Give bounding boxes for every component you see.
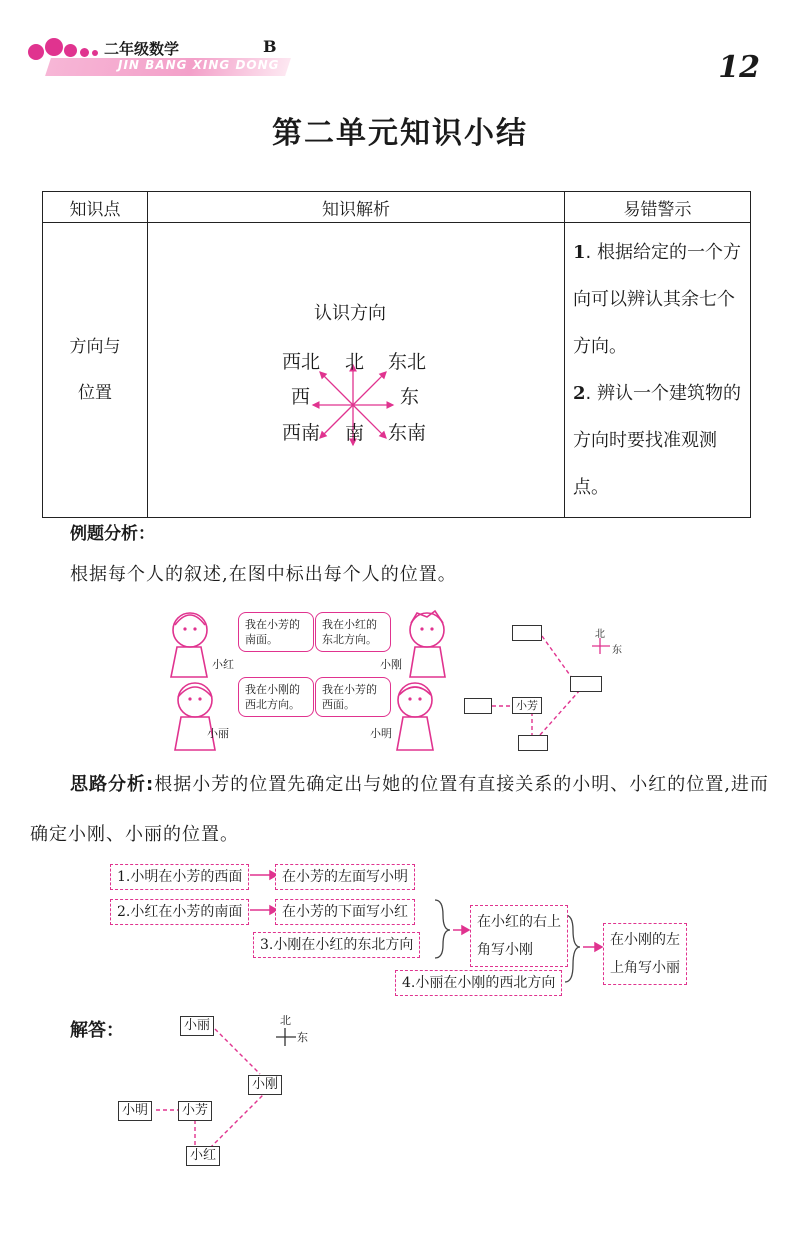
compass-sw: 西南 xyxy=(282,422,321,444)
header-warning: 易错警示 xyxy=(565,192,751,223)
answer-xiaogang: 小刚 xyxy=(248,1075,282,1095)
warning-item-1: 1. 根据给定的一个方向可以辨认其余七个方向。 xyxy=(573,242,741,357)
compass-ne: 东北 xyxy=(388,351,427,373)
example-question: 根据每个人的叙述,在图中标出每个人的位置。 xyxy=(70,564,457,585)
analysis-paragraph xyxy=(30,760,770,860)
knowledge-point-cell xyxy=(43,223,148,518)
analysis-text: 根据小芳的位置先确定出与她的位置有直接关系的小明、小红的位置,进而确定小刚、小丽的位置。 xyxy=(30,774,769,845)
analysis-label: 思路分析: xyxy=(70,774,155,795)
compass-w: 西 xyxy=(291,386,311,408)
header-analysis: 知识解析 xyxy=(148,192,565,223)
analysis-title: 认识方向 xyxy=(314,303,386,324)
header-dot-2 xyxy=(45,38,63,56)
book-title: 二年级数学 xyxy=(104,40,180,58)
page-title: 第二单元知识小结 xyxy=(272,116,528,151)
name-xiaoming: 小明 xyxy=(370,727,392,740)
example-map-north: 北 xyxy=(595,629,605,640)
example-heading: 例题分析： xyxy=(70,524,155,544)
compass-e: 东 xyxy=(400,386,420,408)
step-4-box: 4.小丽在小刚的西北方向 xyxy=(395,970,562,996)
compass-s: 南 xyxy=(345,422,365,444)
analysis-cell xyxy=(148,223,565,518)
header-dot-3 xyxy=(64,44,77,57)
answer-xiaofang: 小芳 xyxy=(178,1101,212,1121)
table-row xyxy=(43,223,751,518)
name-xiaogang: 小刚 xyxy=(380,658,402,671)
compass-n: 北 xyxy=(345,351,365,373)
answer-xiaohong: 小红 xyxy=(186,1146,220,1166)
example-box-right xyxy=(570,676,602,692)
result-4-box: 在小刚的左 上角写小丽 xyxy=(603,923,687,985)
header-subtitle: JIN BANG XING DONG xyxy=(118,58,280,72)
header-knowledge-point: 知识点 xyxy=(43,192,148,223)
edition-label: B xyxy=(263,37,277,56)
warning-cell xyxy=(565,223,751,518)
header-dot-4 xyxy=(80,48,89,57)
bubble-xiaogang: 我在小红的东北方向。 xyxy=(315,612,391,652)
table-header-row xyxy=(43,192,751,223)
header-dot-5 xyxy=(92,50,98,56)
answer-north: 北 xyxy=(280,1014,291,1027)
result-2-box: 在小芳的下面写小红 xyxy=(275,899,415,925)
name-xiaoli: 小丽 xyxy=(207,727,229,740)
example-box-left xyxy=(464,698,492,714)
result-1-box: 在小芳的左面写小明 xyxy=(275,864,415,890)
answer-east: 东 xyxy=(297,1031,308,1044)
compass-se: 东南 xyxy=(388,422,427,444)
example-box-bottom xyxy=(518,735,548,751)
bubble-xiaoming: 我在小芳的西面。 xyxy=(315,677,391,717)
example-map-east: 东 xyxy=(612,645,622,656)
warning-item-2: 2. 辨认一个建筑物的方向时要找准观测点。 xyxy=(573,383,741,498)
answer-label: 解答： xyxy=(70,1020,124,1041)
result-3-box: 在小红的右上 角写小刚 xyxy=(470,905,568,967)
knowledge-point-line1: 方向与 xyxy=(69,337,121,357)
answer-xiaoli: 小丽 xyxy=(180,1016,214,1036)
bubble-xiaoli: 我在小刚的西北方向。 xyxy=(238,677,314,717)
name-xiaohong: 小红 xyxy=(212,658,234,671)
compass-nw: 西北 xyxy=(282,351,321,373)
knowledge-table xyxy=(42,191,751,518)
example-box-top xyxy=(512,625,542,641)
page-number: 12 xyxy=(718,50,760,85)
knowledge-point-line2: 位置 xyxy=(78,383,112,403)
bubble-xiaohong: 我在小芳的南面。 xyxy=(238,612,314,652)
step-2-box: 2.小红在小芳的南面 xyxy=(110,899,249,925)
header-dot-1 xyxy=(28,44,44,60)
step-3-box: 3.小刚在小红的东北方向 xyxy=(253,932,420,958)
example-box-xiaofang: 小芳 xyxy=(512,697,542,714)
step-1-box: 1.小明在小芳的西面 xyxy=(110,864,249,890)
answer-xiaoming: 小明 xyxy=(118,1101,152,1121)
